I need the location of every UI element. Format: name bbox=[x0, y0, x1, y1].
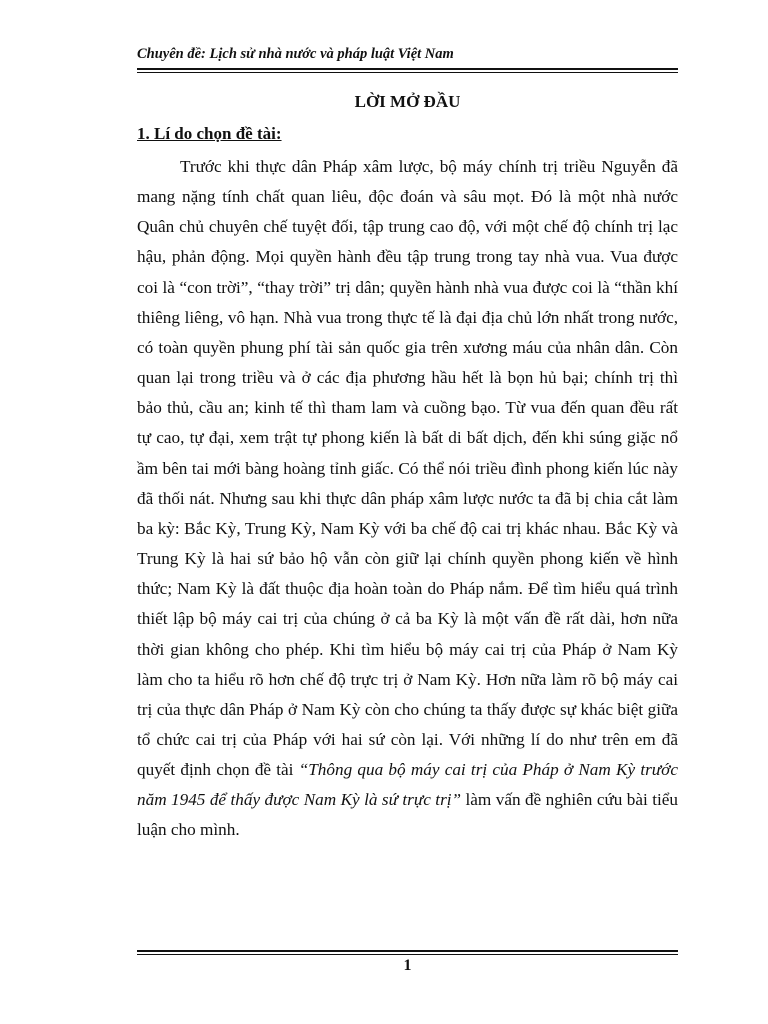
footer-rule-thin bbox=[137, 954, 678, 955]
section-heading: 1. Lí do chọn đề tài: bbox=[137, 124, 282, 143]
header-rule bbox=[137, 68, 678, 70]
body-text-tail: làm vấn đề nghiên cứu bài tiểu luận cho mình. bbox=[137, 790, 678, 840]
footer-rule bbox=[137, 950, 678, 952]
topic-quote: “Thông qua bộ máy cai trị của Pháp ở Nam Kỳ trước năm 1945 để thấy được Nam Kỳ là sứ trực trị” bbox=[137, 760, 678, 810]
body-text-main: Trước khi thực dân Pháp xâm lược, bộ máy chính trị triều Nguyễn đã mang nặng tính chất quan liêu, độc đoán và sâu mọt. Đó là một nhà nước Quân chủ chuyên chế tuyệt đối, tập trung cao độ, với một chế độ chính trị lạc hậu, phản động. Mọi quyền hành đều tập trung trong tay nhà vua. Vua được coi là “con trời”, “thay trời” trị dân; quyền hành nhà vua được coi là “thần khí thiêng liêng, vô hạn. Nhà vua trong thực tế là đại địa chủ lớn nhất trong nước, có toàn quyền phung phí tài sản quốc gia trên xương máu của nhân dân. Còn quan lại trong triều và ở các địa phương hầu hết là bọn hủ bại; chính trị thì bảo thủ, cầu an; kinh tế thì tham lam và cuồng bạo. Từ vua đến quan đều rất tự cao, tự đại, xem trật tự phong kiến là bất di bất dịch, đến khi súng giặc nổ ầm bên tai mới bàng hoàng tỉnh giấc. Có thể nói triều đình phong kiến lúc này đã thối nát. Nhưng sau khi thực dân pháp xâm lược nước ta đã bị chia cắt làm ba kỳ: Bắc Kỳ, Trung Kỳ, Nam Kỳ với ba chế độ cai trị khác nhau. Bắc Kỳ và Trung Kỳ là hai sứ bảo hộ vẫn còn giữ lại chính quyền phong kiến về hình thức; Nam Kỳ là đất thuộc địa hoàn toàn do Pháp nắm. Để tìm hiểu quá trình thiết lập bộ máy cai trị của chúng ở cả ba Kỳ là một vấn đề rất dài, hơn nữa thời gian không cho phép. Khi tìm hiểu bộ máy cai trị của Pháp ở Nam Kỳ làm cho ta hiểu rõ hơn chế độ trực trị ở Nam Kỳ. Hơn nữa làm rõ bộ máy cai trị của thực dân Pháp ở Nam Kỳ còn cho chúng ta thấy được sự khác biệt giữa tổ chức cai trị của Pháp với hai sứ còn lại. Với những lí do như trên em đã quyết định chọn đề tài bbox=[137, 157, 678, 780]
body-paragraph bbox=[137, 152, 678, 846]
page-number: 1 bbox=[403, 957, 412, 974]
running-header: Chuyên đề: Lịch sử nhà nước và pháp luật Việt Nam bbox=[137, 46, 454, 62]
header-rule-thin bbox=[137, 72, 678, 73]
page-title: LỜI MỞ ĐẦU bbox=[354, 92, 461, 111]
